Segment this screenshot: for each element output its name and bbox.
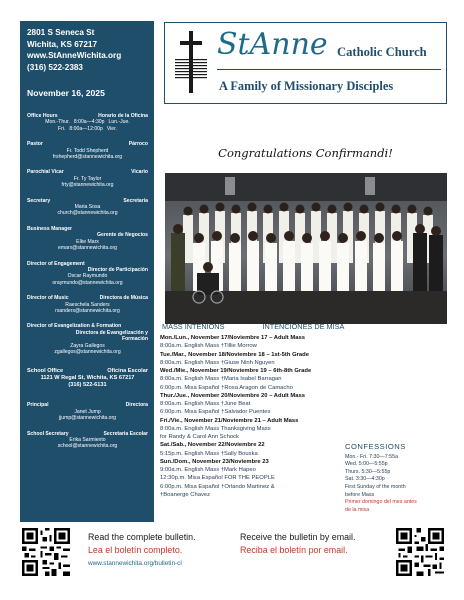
mass-day-heading: Mon./Lun., November 17/Noviembre 17 – Adult Mass xyxy=(160,335,305,341)
secretary-email[interactable]: church@stannewichita.org xyxy=(57,210,118,217)
mass-intention-line: 8:00a.m. English Mass †Maria Isabel Barragan xyxy=(160,376,282,383)
school-email[interactable]: school@stannewichita.org xyxy=(57,443,118,450)
vicar-email[interactable]: frty@stannewichita.org xyxy=(61,182,114,189)
church-logo xyxy=(164,22,447,104)
office-hours: Office Hours Horario de la Oficina Mon.-Thur. 8:00a—4:30p Lun.-Jue. Fri. 8:00a—12:00p Vier. xyxy=(27,113,148,132)
evangelization-email[interactable]: zgallegos@stannewichita.org xyxy=(54,348,121,355)
confession-time: Sat. 3:30—4:30p xyxy=(345,476,385,483)
school-office-contact: School Office Oficina Escolar 1121 W Regal St, Wichita, KS 67217 (316) 522-6131 xyxy=(27,368,148,389)
confessions-note-es-2: de la misa xyxy=(345,506,370,513)
confession-time: Mon.- Fri. 7:30—7:55a xyxy=(345,453,398,460)
mass-day-heading: Sat./Sab., November 22/Noviembre 22 xyxy=(160,442,265,449)
bulletin-footer xyxy=(20,528,444,584)
mass-intentions-list xyxy=(160,334,343,499)
website-link[interactable]: www.StAnneWichita.org xyxy=(27,51,122,60)
mass-intention-line: 8:00a.m. English Mass †Tillie Morrow xyxy=(160,343,257,350)
confessions-title: CONFESSIONS xyxy=(345,442,406,451)
mass-intention-line: 8:00a.m. English Mass †June Beat xyxy=(160,401,251,407)
logo-divider xyxy=(217,69,441,70)
mass-intention-line: 12:30p.m. Misa Español FOR THE PEOPLE xyxy=(160,475,275,482)
logo-catholic-church: Catholic Church xyxy=(337,45,427,59)
confession-time: before Mass xyxy=(345,491,375,498)
read-bulletin-text: Read the complete bulletin. xyxy=(88,532,196,542)
bulletin-date: November 16, 2025 xyxy=(27,88,105,98)
vicar-contact: Parochial Vicar Vicario Fr. Ty Taylor frty@stannewichita.org xyxy=(27,169,148,189)
mass-day-heading: Sun./Dom., November 23/Noviembre 23 xyxy=(160,458,269,465)
business-email[interactable]: emarx@stannewichita.org xyxy=(58,245,117,252)
cross-logo-icon xyxy=(173,29,209,97)
qr-code-bulletin-icon[interactable] xyxy=(22,528,70,576)
engagement-contact: Director of Engagement Director de Participación Oscar Raymundo oraymundo@stannewichita.org xyxy=(27,260,148,286)
contact-sidebar xyxy=(20,21,154,522)
school-secretary-contact: School Secretary Secretaria Escolar Erika Sarmiento school@stannewichita.org xyxy=(27,430,148,450)
music-email[interactable]: rsanders@stannewichita.org xyxy=(55,307,120,314)
evangelization-contact: Director of Evangelization & Formation Directora de Evangelización y Formación Zayra Gallegos zgallegos@stannewichita.org xyxy=(27,323,148,355)
bulletin-url-link[interactable]: www.stannewichita.org/bulletin-cl xyxy=(88,560,182,567)
principal-contact: Principal Directora Janet Jump jjump@stannewichita.org xyxy=(27,402,148,422)
pastor-email[interactable]: frshepherd@stannewichita.org xyxy=(52,154,123,161)
mass-intention-line: 6:00p.m. Misa Español †Salvador Puentes xyxy=(160,409,271,416)
mass-intention-line: 5:15p.m. English Mass †Sally Bouska xyxy=(160,450,258,457)
qr-code-email-icon[interactable] xyxy=(396,528,444,576)
email-bulletin-text-es: Reciba el boletín por email. xyxy=(240,545,348,555)
mass-intention-line: 6:00p.m. Misa Español †Rosa Aragon de Camacho xyxy=(160,384,293,391)
mass-intentions-heading: MASS INTENIONS INTENCIONES DE MISA xyxy=(162,321,345,331)
mass-intention-line: †Boanerge Chavez xyxy=(160,491,211,498)
logo-st-anne: StAnne xyxy=(217,27,328,62)
confirmation-group-photo xyxy=(165,173,447,324)
confessions-note-es: Primer domingo del mes antes xyxy=(345,499,417,506)
confession-time: Thurs. 5:30—5:55p xyxy=(345,468,391,475)
confession-time: First Sunday of the month xyxy=(345,483,406,490)
secretary-contact: Secretary Secretaria Maria Sosa church@stannewichita.org xyxy=(27,197,148,217)
confessions-box xyxy=(345,443,448,525)
confession-time: Wed. 5:00—5:55p xyxy=(345,461,388,468)
parish-address: 2801 S Seneca St Wichita, KS 67217 www.StAnneWichita.org (316) 522-2383 xyxy=(27,27,148,73)
mass-intention-line: 8:00a.m. English Mass †Giuse Ninh Nguyen xyxy=(160,359,275,366)
mass-day-heading: Fri./Vie., November 21/Noviembre 21 – Adult Mass xyxy=(160,417,299,424)
email-bulletin-text: Receive the bulletin by email. xyxy=(240,532,356,542)
congrats-heading: Congratulations Confirmandi! xyxy=(218,146,393,160)
mass-day-heading: Wed./Mie., November 19/Noviembre 19 – 6th-8th Grade xyxy=(160,368,312,374)
mass-intention-line: 6:00p.m. Misa Español †Orlando Martinez & xyxy=(160,483,275,490)
principal-email[interactable]: jjump@stannewichita.org xyxy=(59,415,116,422)
engagement-email[interactable]: oraymundo@stannewichita.org xyxy=(52,279,123,286)
music-contact: Director of Music Directora de Música Raeschela Sanders rsanders@stannewichita.org xyxy=(27,295,148,314)
mass-intention-line: 8:00a.m. English Mass Thanksgiving Mass xyxy=(160,425,271,432)
parish-phone: (316) 522-2383 xyxy=(27,62,83,72)
business-manager-contact: Business Manager Gerente de Negocios Elke Marx emarx@stannewichita.org xyxy=(27,225,148,252)
read-bulletin-text-es: Lea el boletín completo. xyxy=(88,545,183,555)
mass-day-heading: Tue./Mar., November 18/Noviembre 18 – 1st-5th Grade xyxy=(160,351,309,358)
mass-intention-line: for Randy & Carol Ann Schock xyxy=(160,434,239,440)
mass-day-heading: Thur./Jue., November 20/Noviembre 20 – Adult Mass xyxy=(160,392,305,399)
tagline: A Family of Missionary Disciples xyxy=(219,79,394,93)
mass-intention-line: 9:00a.m. English Mass †Mark Hapeo xyxy=(160,467,256,473)
pastor-contact: Pastor Párroco Fr. Todd Shepherd frshepherd@stannewichita.org xyxy=(27,141,148,161)
